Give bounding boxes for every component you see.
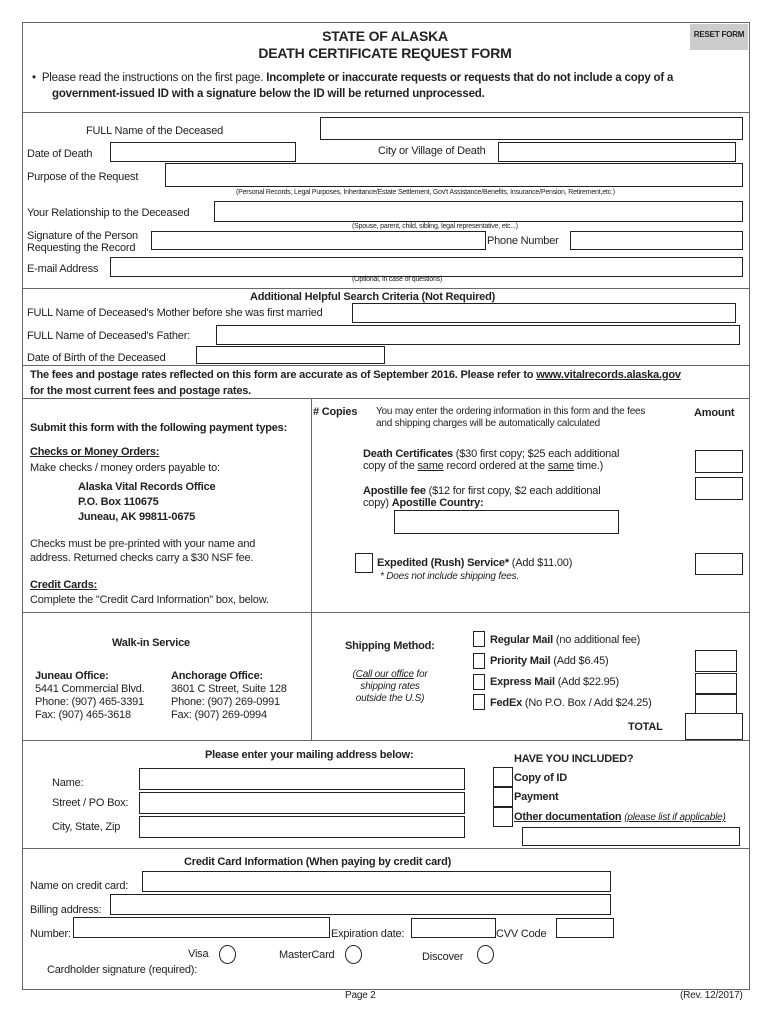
cc-name-input[interactable] <box>142 871 611 892</box>
other-documentation-input[interactable] <box>522 827 740 846</box>
email-label: E-mail Address <box>27 263 99 275</box>
phone-label: Phone Number <box>487 235 559 247</box>
payment-label: Payment <box>514 791 559 803</box>
copies-header: # Copies <box>313 406 358 418</box>
mastercard-label: MasterCard <box>279 949 335 961</box>
reset-form-button[interactable]: RESET FORM <box>690 24 748 50</box>
divider <box>22 848 749 849</box>
dob-label: Date of Birth of the Deceased <box>27 352 166 364</box>
submit-instructions: Submit this form with the following payment types: <box>30 422 288 434</box>
cvv-input[interactable] <box>556 918 614 938</box>
priority-mail-label: Priority Mail (Add $6.45) <box>490 655 609 667</box>
title-state: STATE OF ALASKA <box>322 28 448 44</box>
phone-input[interactable] <box>570 231 743 250</box>
priority-mail-checkbox[interactable] <box>473 653 485 669</box>
mother-name-label: FULL Name of Deceased's Mother before she was first married <box>27 307 323 319</box>
payment-checkbox[interactable] <box>493 787 513 807</box>
visa-radio[interactable] <box>219 945 236 964</box>
included-heading: HAVE YOU INCLUDED? <box>514 753 634 765</box>
date-of-death-label: Date of Death <box>27 148 93 160</box>
revision: (Rev. 12/2017) <box>680 990 743 1001</box>
death-certificates-amount[interactable] <box>695 450 743 473</box>
expedited-checkbox[interactable] <box>355 553 373 573</box>
walkin-heading: Walk-in Service <box>112 637 190 649</box>
shipping-heading: Shipping Method: <box>345 640 435 652</box>
cvv-label: CVV Code <box>496 928 547 940</box>
copy-of-id-checkbox[interactable] <box>493 767 513 787</box>
relationship-hint: (Spouse, parent, child, sibling, legal representative, etc...) <box>352 223 518 230</box>
total-label: TOTAL <box>628 721 663 733</box>
expedited-label: Expedited (Rush) Service* (Add $11.00) <box>377 557 573 569</box>
express-mail-label: Express Mail (Add $22.95) <box>490 676 619 688</box>
vitalrecords-link[interactable]: www.vitalrecords.alaska.gov <box>536 369 681 381</box>
total-amount[interactable] <box>685 713 743 740</box>
order-info: You may enter the ordering information in this form and the fees and shipping charges will be automatically calculated <box>376 406 646 429</box>
credit-heading: Credit Card Information (When paying by credit card) <box>184 856 452 868</box>
vertical-divider <box>311 398 312 740</box>
signature-input[interactable] <box>151 231 486 250</box>
relationship-input[interactable] <box>214 201 743 222</box>
amount-header: Amount <box>694 407 735 419</box>
discover-radio[interactable] <box>477 945 494 964</box>
regular-mail-checkbox[interactable] <box>473 631 485 647</box>
juneau-office: Juneau Office: 5441 Commercial Blvd. Phone: (907) 465-3391 Fax: (907) 465-3618 <box>35 670 145 721</box>
email-input[interactable] <box>110 257 743 277</box>
regular-mail-label: Regular Mail (no additional fee) <box>490 634 641 646</box>
divider <box>22 112 749 113</box>
discover-label: Discover <box>422 951 464 963</box>
express-mail-checkbox[interactable] <box>473 674 485 690</box>
purpose-hint: (Personal Records, Legal Purposes, Inheritance/Estate Settlement, Gov't Assistance/Benefits, Insurance/Pension, Retirement,etc.) <box>236 189 615 196</box>
purpose-input[interactable] <box>165 163 743 187</box>
mastercard-radio[interactable] <box>345 945 362 964</box>
shipping-call-note: (Call our office for shipping rates outside the U.S) <box>352 669 428 704</box>
mailing-street-label: Street / PO Box: <box>52 797 129 809</box>
signature-label: Signature of the Person Requesting the Record <box>27 230 138 254</box>
billing-label: Billing address: <box>30 904 102 916</box>
express-mail-amount[interactable] <box>695 673 737 694</box>
cc-name-label: Name on credit card: <box>30 880 129 892</box>
expiration-label: Expiration date: <box>331 928 405 940</box>
father-name-input[interactable] <box>216 325 740 345</box>
apostille-amount[interactable] <box>695 477 743 500</box>
fedex-amount[interactable] <box>695 694 737 715</box>
mailing-name-input[interactable] <box>139 768 465 790</box>
checks-note: Checks must be pre-printed with your name and address. Returned checks carry a $30 NSF fee. <box>30 538 256 564</box>
mailing-heading: Please enter your mailing address below: <box>205 749 414 761</box>
checks-heading: Checks or Money Orders: <box>30 446 160 458</box>
fedex-label: FedEx (No P.O. Box / Add $24.25) <box>490 697 652 709</box>
apostille-label: Apostille fee ($12 for first copy, $2 each additional copy) Apostille Country: <box>363 485 601 509</box>
priority-mail-amount[interactable] <box>695 650 737 672</box>
mother-name-input[interactable] <box>352 303 736 323</box>
billing-input[interactable] <box>110 894 611 915</box>
mailing-street-input[interactable] <box>139 792 465 814</box>
mailing-name-label: Name: <box>52 777 84 789</box>
father-name-label: FULL Name of Deceased's Father: <box>27 330 191 342</box>
fees-notice: The fees and postage rates reflected on this form are accurate as of September 2016. Please refer to www.vitalrecords.alaska.gov for the most current fees and postage rates. <box>30 369 681 397</box>
relationship-label: Your Relationship to the Deceased <box>27 207 190 219</box>
expiration-input[interactable] <box>411 918 496 938</box>
notice: • Please read the instructions on the first page. Incomplete or inaccurate requests or requests that do not include a copy of a government-issued ID with a signature below the ID will be returned unprocessed. <box>32 72 674 100</box>
date-of-death-input[interactable] <box>110 142 296 162</box>
other-documentation-label: Other documentation (please list if applicable) <box>514 811 726 823</box>
credit-cards-heading: Credit Cards: <box>30 579 98 591</box>
mailing-city-label: City, State, Zip <box>52 821 121 833</box>
cc-number-input[interactable] <box>73 917 330 938</box>
mailing-address-office: Alaska Vital Records Office P.O. Box 110675 Juneau, AK 99811-0675 <box>78 481 216 523</box>
death-certificates-label: Death Certificates ($30 first copy; $25 each additional copy of the same record ordered at the same time.) <box>363 448 620 472</box>
expedited-amount[interactable] <box>695 553 743 575</box>
city-of-death-input[interactable] <box>498 142 736 162</box>
title-form: DEATH CERTIFICATE REQUEST FORM <box>258 45 512 61</box>
mailing-city-input[interactable] <box>139 816 465 838</box>
other-documentation-checkbox[interactable] <box>493 807 513 827</box>
payable-to: Make checks / money orders payable to: <box>30 462 220 474</box>
cc-number-label: Number: <box>30 928 71 940</box>
full-name-label: FULL Name of the Deceased <box>86 125 224 137</box>
anchorage-office: Anchorage Office: 3601 C Street, Suite 128 Phone: (907) 269-0991 Fax: (907) 269-0994 <box>171 670 287 721</box>
copy-of-id-label: Copy of ID <box>514 772 567 784</box>
fedex-checkbox[interactable] <box>473 694 485 710</box>
divider <box>22 612 749 613</box>
page-number: Page 2 <box>345 990 376 1001</box>
city-of-death-label: City or Village of Death <box>378 145 486 157</box>
bullet: • <box>32 72 42 84</box>
expedited-note: * Does not include shipping fees. <box>380 571 520 582</box>
purpose-label: Purpose of the Request <box>27 171 139 183</box>
credit-cards-note: Complete the "Credit Card Information" box, below. <box>30 594 269 606</box>
full-name-input[interactable] <box>320 117 743 140</box>
divider <box>22 365 749 366</box>
additional-heading: Additional Helpful Search Criteria (Not Required) <box>250 291 496 303</box>
email-hint: (Optional, in case of questions) <box>352 276 443 283</box>
divider <box>22 740 749 741</box>
divider <box>22 288 749 289</box>
apostille-country-input[interactable] <box>394 510 619 534</box>
visa-label: Visa <box>188 948 209 960</box>
cardholder-signature-label: Cardholder signature (required): <box>47 964 198 976</box>
dob-input[interactable] <box>196 346 385 364</box>
